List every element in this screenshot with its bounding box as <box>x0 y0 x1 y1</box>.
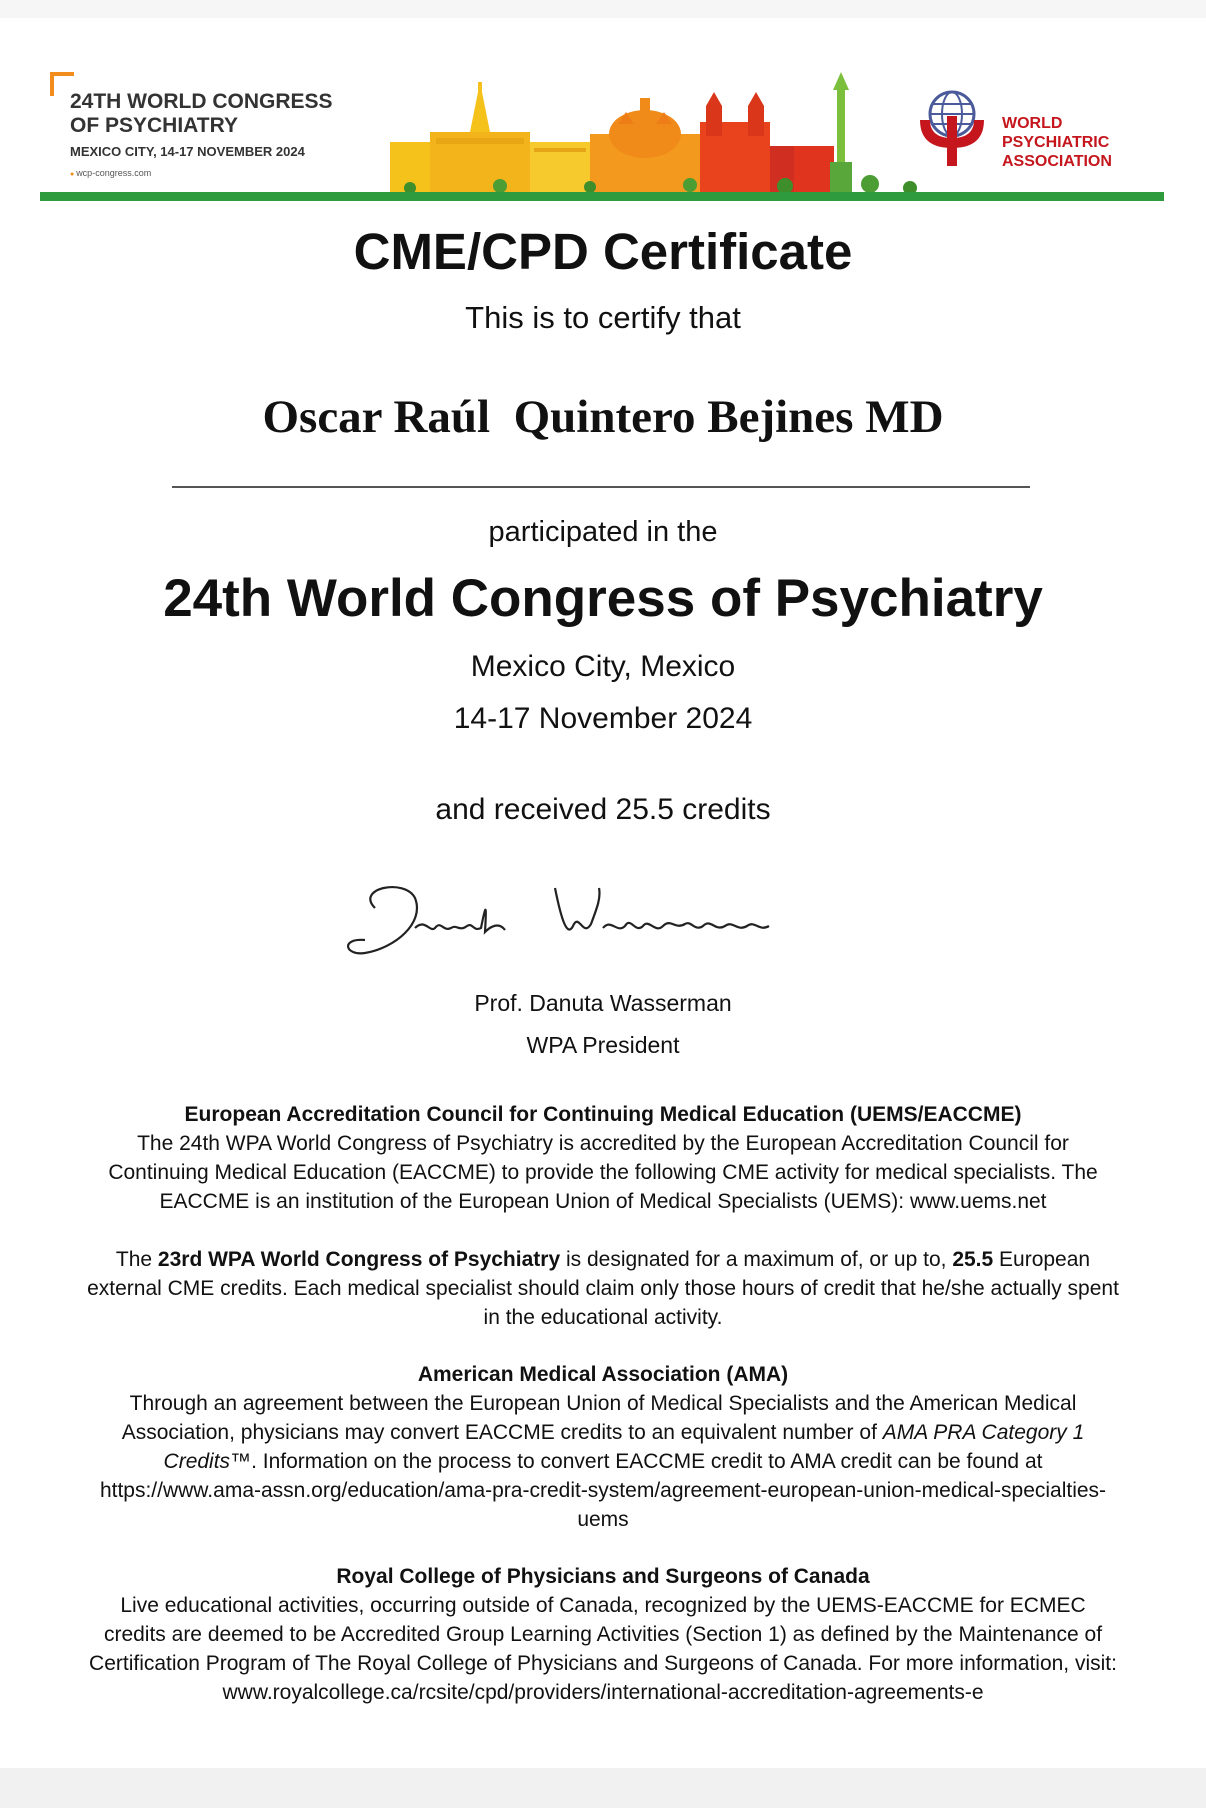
ama-credit-name: Credits <box>163 1450 231 1473</box>
congress-title: 24TH WORLD CONGRESS OF PSYCHIATRY <box>70 90 333 137</box>
designation-section <box>30 1245 1176 1332</box>
participated-line: participated in the <box>488 516 718 548</box>
recipient-name: Oscar Raúl Quintero Bejines MD <box>262 391 944 443</box>
top-margin <box>0 0 1206 18</box>
ama-text-line <box>30 1418 1176 1447</box>
event-dates: 14-17 November 2024 <box>453 702 753 735</box>
certificate-header <box>40 64 1164 204</box>
signatory-name: Prof. Danuta Wasserman <box>474 990 732 1016</box>
ama-credit-name: AMA PRA Category 1 <box>882 1421 1085 1444</box>
ama-section <box>30 1360 1176 1534</box>
rcps-section <box>30 1562 1176 1707</box>
rcps-text-line: Certification Program of The Royal College of Physicians and Surgeons of Canada. For more information, visit: <box>89 1652 1117 1675</box>
ama-url-line: uems <box>577 1508 629 1531</box>
event-name: 24th World Congress of Psychiatry <box>163 569 1043 628</box>
ama-url-line: https://www.ama-assn.org/education/ama-pra-credit-system/agreement-european-union-medical-specialties- <box>99 1479 1107 1502</box>
designation-text: is designated for a maximum of, or up to, <box>560 1248 953 1271</box>
congress-website: ● wcp-congress.com <box>70 168 151 178</box>
ama-text: Association, physicians may convert EACCME credits to an equivalent number of <box>121 1421 883 1444</box>
designation-line: external CME credits. Each medical specialist should claim only those hours of credit that he/she actually spent <box>87 1277 1119 1300</box>
ama-text-line <box>30 1447 1176 1476</box>
header-divider <box>40 192 1164 201</box>
ama-text: ™. Information on the process to convert EACCME credit to AMA credit can be found at <box>230 1450 1043 1473</box>
uems-text-line: EACCME is an institution of the European Union of Medical Specialists (UEMS): www.uems.net <box>159 1190 1047 1213</box>
ama-text-line: Through an agreement between the European Union of Medical Specialists and the American Medical <box>129 1392 1077 1415</box>
designation-text: The <box>115 1248 158 1271</box>
designation-credits: 25.5 <box>952 1248 994 1271</box>
wpa-name: WORLD PSYCHIATRIC ASSOCIATION <box>1002 115 1112 170</box>
rcps-text-line: credits are deemed to be Accredited Group Learning Activities (Section 1) as defined by the Maintenance of <box>103 1623 1103 1646</box>
rcps-text-line: Live educational activities, occurring outside of Canada, recognized by the UEMS-EACCME for ECMEC <box>120 1594 1086 1617</box>
president-signature <box>335 868 855 968</box>
designation-text: European <box>993 1248 1091 1271</box>
rcps-heading: Royal College of Physicians and Surgeons of Canada <box>336 1565 870 1588</box>
signatory-role: WPA President <box>526 1032 680 1058</box>
uems-section <box>30 1100 1176 1216</box>
wpa-globe-logo <box>910 86 994 170</box>
uems-text-line: The 24th WPA World Congress of Psychiatry is accredited by the European Accreditation Council for <box>137 1132 1069 1155</box>
congress-place: MEXICO CITY, 14-17 NOVEMBER 2024 <box>70 144 305 159</box>
designation-congress: 23rd WPA World Congress of Psychiatry <box>157 1248 561 1271</box>
uems-text-line: Continuing Medical Education (EACCME) to provide the following CME activity for medical specialists. The <box>108 1161 1098 1184</box>
name-underline <box>172 486 1030 488</box>
certificate-title: CME/CPD Certificate <box>353 223 853 280</box>
uems-heading: European Accreditation Council for Continuing Medical Education (UEMS/EACCME) <box>184 1103 1022 1126</box>
ama-heading: American Medical Association (AMA) <box>417 1363 789 1386</box>
event-location: Mexico City, Mexico <box>470 650 736 683</box>
bottom-margin <box>0 1768 1206 1808</box>
designation-line <box>30 1245 1176 1274</box>
designation-line: in the educational activity. <box>483 1306 723 1329</box>
mexico-city-skyline-illustration <box>390 72 930 196</box>
rcps-url-line: www.royalcollege.ca/rcsite/cpd/providers/international-accreditation-agreements-e <box>222 1681 984 1704</box>
credits-line: and received 25.5 credits <box>435 793 771 826</box>
certify-line: This is to certify that <box>465 300 741 335</box>
